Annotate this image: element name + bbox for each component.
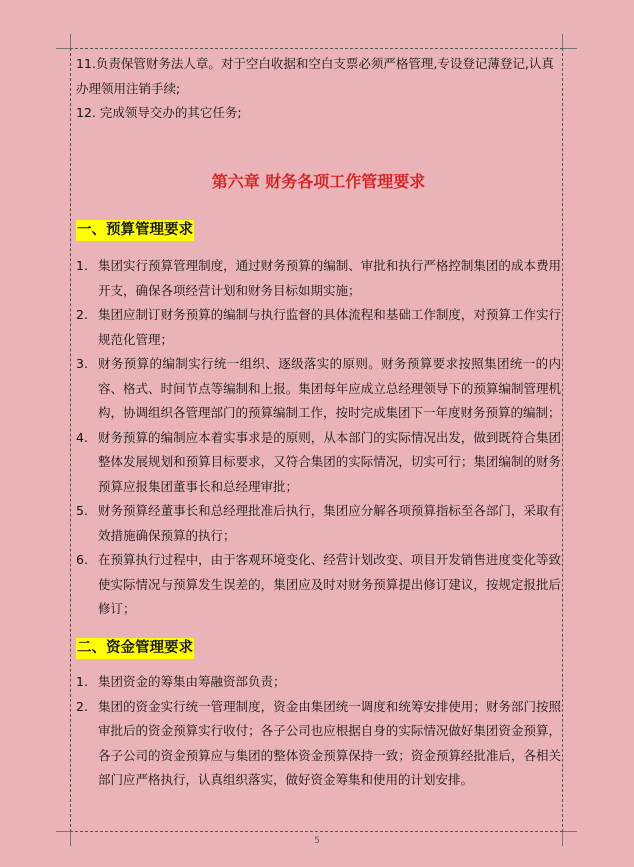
intro-item-11: 11.负责保管财务法人章。对于空白收据和空白支票必须严格管理,专设登记薄登记,认真办理领用注销手续; — [76, 56, 554, 96]
funds-section-heading: 二、资金管理要求 — [76, 638, 194, 659]
list-item — [76, 254, 561, 303]
budget-list — [76, 254, 561, 622]
list-number: 1. — [76, 674, 88, 689]
list-number: 6. — [76, 552, 88, 567]
list-item — [76, 303, 561, 352]
list-number: 2. — [76, 698, 88, 714]
list-text: 集团应制订财务预算的编制与执行监督的具体流程和基础工作制度，对预算工作实行规范化管理； — [98, 307, 561, 347]
crop-mark — [563, 831, 577, 832]
list-item — [76, 695, 561, 793]
list-number: 1. — [76, 258, 88, 273]
list-item — [76, 352, 561, 426]
list-text: 财务预算的编制应本着实事求是的原则，从本部门的实际情况出发，做到既符合集团整体发展规划和预算目标要求，又符合集团的实际情况，切实可行；集团编制的财务预算应报集团董事长和总经理审批； — [98, 429, 561, 494]
list-item — [76, 548, 561, 622]
document-body — [76, 52, 561, 793]
crop-mark — [70, 34, 71, 48]
crop-mark — [563, 48, 577, 49]
crop-mark — [56, 831, 70, 832]
budget-section-heading: 一、预算管理要求 — [76, 220, 194, 241]
list-text: 集团实行预算管理制度，通过财务预算的编制、审批和执行严格控制集团的成本费用开支，确保各项经营计划和财务目标如期实施； — [98, 258, 561, 298]
funds-list — [76, 670, 561, 793]
page-number: 5 — [314, 836, 320, 846]
crop-mark — [562, 34, 563, 48]
list-number: 3. — [76, 356, 88, 371]
list-text: 在预算执行过程中，由于客观环境变化、经营计划改变、项目开发销售进度变化等致使实际情况与预算发生误差的，集团应及时对财务预算提出修订建议，按规定报批后修订； — [98, 552, 561, 616]
list-item — [76, 670, 561, 695]
list-number: 2. — [76, 307, 88, 322]
list-number: 5. — [76, 503, 88, 518]
intro-item-12: 12. 完成领导交办的其它任务; — [76, 105, 242, 120]
list-text: 财务预算经董事长和总经理批准后执行，集团应分解各项预算指标至各部门，采取有效措施确保预算的执行； — [98, 503, 561, 543]
list-text: 集团的资金实行统一管理制度，资金由集团统一调度和统筹安排使用；财务部门按照审批后的资金预算实行收付；各子公司也应根据自身的实际情况做好集团资金预算，各子公司的资金预算应与集团的整体资金预算保持一致；资金预算经批准后，各相关部门应严格执行，认真组织落实，做好资金筹集和使用的计划安排。 — [98, 698, 561, 787]
list-number: 4. — [76, 429, 88, 445]
chapter-title: 第六章 财务各项工作管理要求 — [211, 171, 426, 191]
list-text: 集团资金的筹集由筹融资部负责； — [98, 674, 286, 689]
list-item — [76, 499, 561, 548]
list-item — [76, 426, 561, 500]
crop-mark — [56, 48, 70, 49]
list-text: 财务预算的编制实行统一组织、逐级落实的原则。财务预算要求按照集团统一的内容、格式、时间节点等编制和上报。集团每年应成立总经理领导下的预算编制管理机构，协调组织各管理部门的预算编制工作，按时完成集团下一年度财务预算的编制； — [98, 356, 561, 420]
